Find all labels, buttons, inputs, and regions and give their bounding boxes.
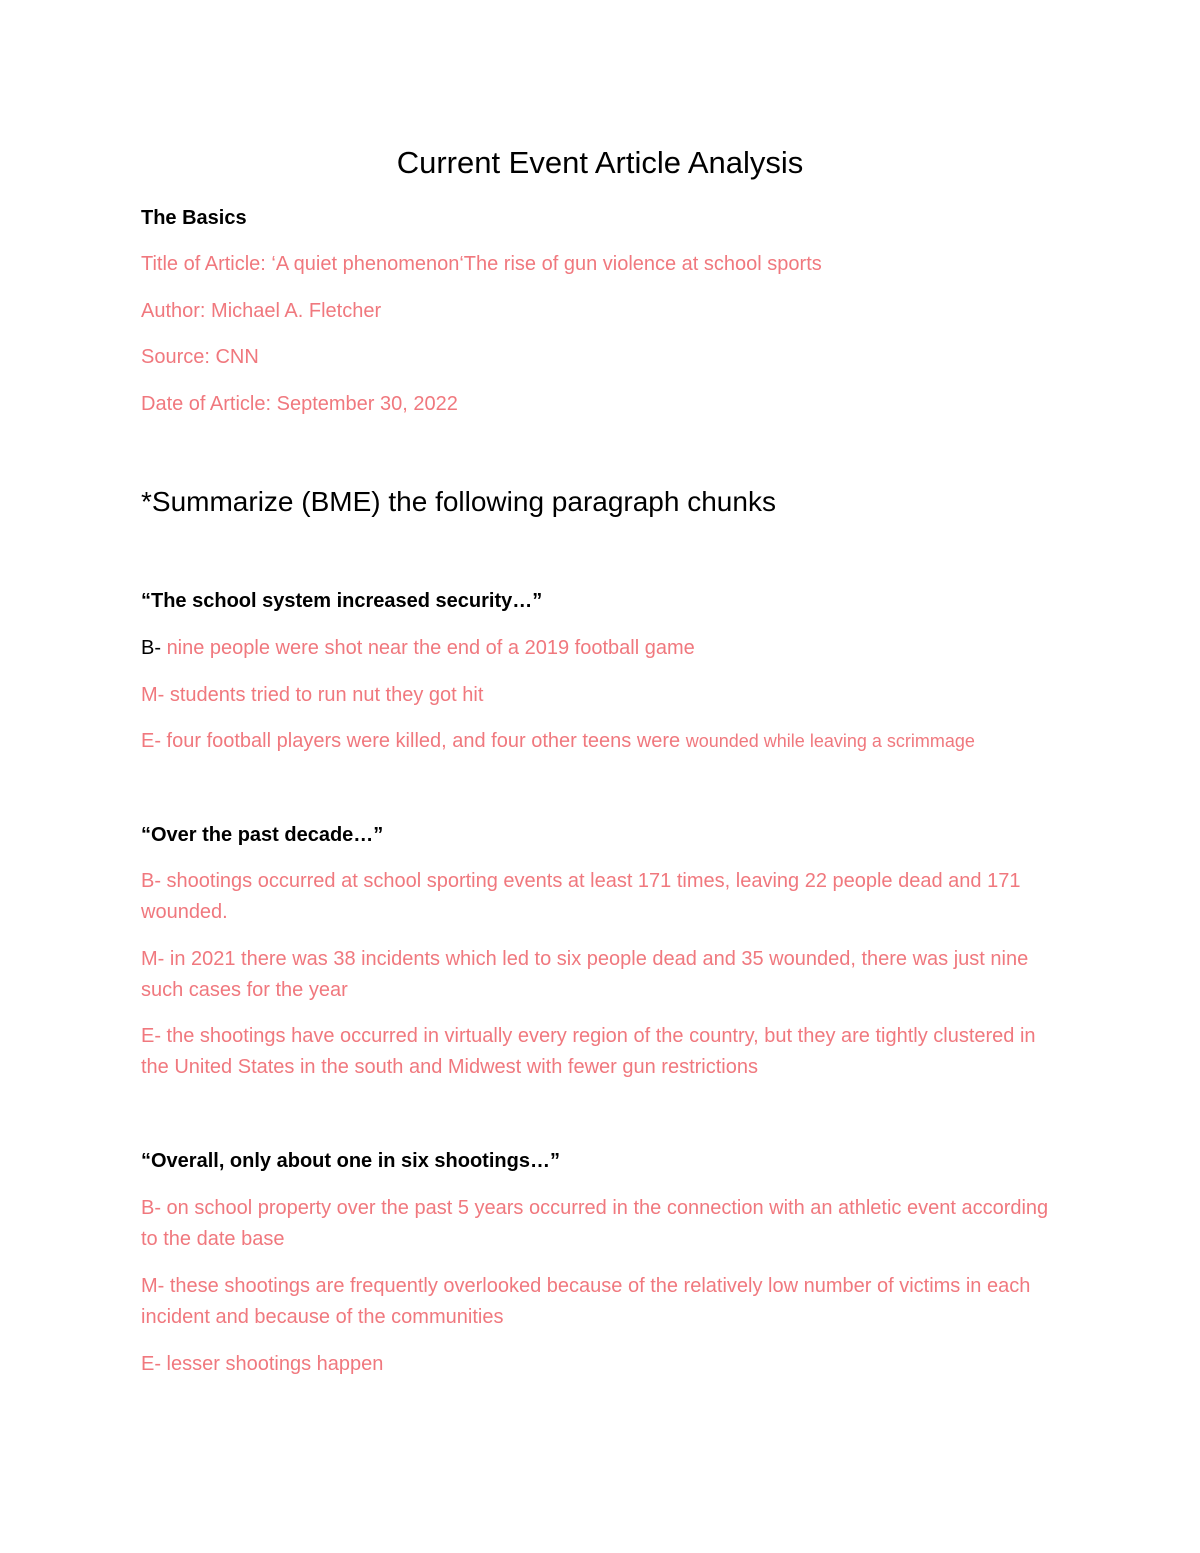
- chunk-1-end-main: E- four football players were killed, and four other teens were: [141, 730, 686, 752]
- chunk-2-quote: “Over the past decade…”: [141, 824, 384, 846]
- chunk-2-end: E- the shootings have occurred in virtually every region of the country, but they are tightly clustered in the United States in the south and Midwest with fewer gun restrictions: [141, 1025, 1036, 1078]
- article-title-line: Title of Article: ‘A quiet phenomenon‘The rise of gun violence at school sports: [141, 253, 822, 275]
- article-date-line: Date of Article: September 30, 2022: [141, 393, 458, 415]
- chunk-1-beginning: [141, 633, 1061, 664]
- chunk-3-quote: “Overall, only about one in six shootings…”: [141, 1150, 560, 1172]
- chunk-2-middle: M- in 2021 there was 38 incidents which led to six people dead and 35 wounded, there was just nine such cases for the year: [141, 948, 1029, 1001]
- chunk-1-quote: “The school system increased security…”: [141, 590, 543, 612]
- chunk-1-end: [141, 726, 1061, 757]
- chunk-3-middle: M- these shootings are frequently overlooked because of the relatively low number of victims in each incident and because of the communities: [141, 1275, 1031, 1328]
- chunk-3-end: E- lesser shootings happen: [141, 1353, 384, 1375]
- chunk-1-middle: M- students tried to run nut they got hit: [141, 684, 484, 706]
- chunk-2-beginning: B- shootings occurred at school sporting events at least 171 times, leaving 22 people dead and 171 wounded.: [141, 870, 1021, 923]
- chunk-1-end-small: wounded while leaving a scrimmage: [685, 731, 975, 751]
- article-author-line: Author: Michael A. Fletcher: [141, 300, 382, 322]
- chunk-1-beginning-prefix: B-: [141, 637, 167, 659]
- document-title: Current Event Article Analysis: [396, 145, 804, 180]
- chunk-1-beginning-text: nine people were shot near the end of a 2019 football game: [166, 637, 695, 659]
- basics-heading: The Basics: [141, 207, 247, 229]
- summary-heading: *Summarize (BME) the following paragraph chunks: [141, 486, 776, 517]
- article-source-line: Source: CNN: [141, 346, 259, 368]
- chunk-3-beginning: B- on school property over the past 5 years occurred in the connection with an athletic event according to the date base: [141, 1197, 1049, 1250]
